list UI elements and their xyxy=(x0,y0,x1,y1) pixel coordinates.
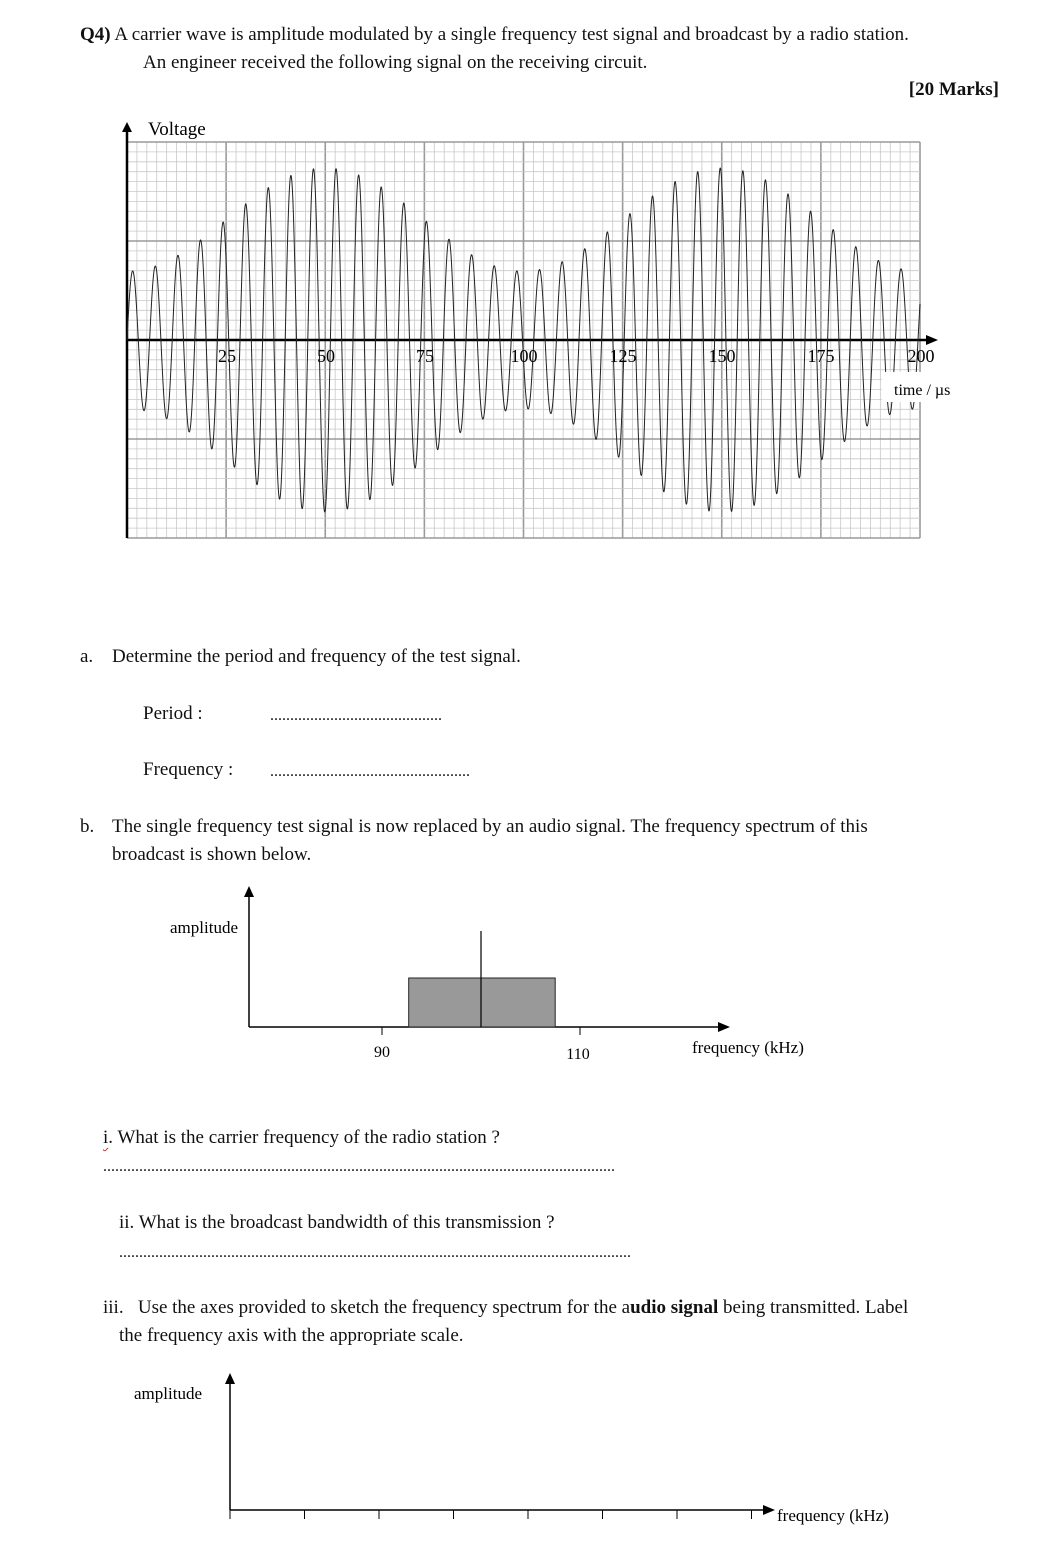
part-b-text-2: broadcast is shown below. xyxy=(112,844,312,865)
sub-iii-text-bold: udio signal xyxy=(630,1297,719,1318)
tick-label-200: 200 xyxy=(907,346,935,366)
sub-i-numeral: i xyxy=(103,1127,109,1148)
blank-amplitude-label: amplitude xyxy=(134,1384,202,1403)
sub-iii-line-2: the frequency axis with the appropriate scale. xyxy=(119,1325,464,1346)
question-text-1: A carrier wave is amplitude modulated by a single frequency test signal and broadcast by a radio station. xyxy=(114,24,909,45)
spectrum-amplitude-label: amplitude xyxy=(170,918,238,937)
part-b-text-1: The single frequency test signal is now replaced by an audio signal. The frequency spectrum of this xyxy=(112,816,868,837)
sub-ii-text: ii. What is the broadcast bandwidth of this transmission ? xyxy=(119,1212,555,1233)
question-number: Q4) xyxy=(80,24,111,45)
sub-iii-text-a: Use the axes provided to sketch the frequency spectrum for the a xyxy=(137,1297,631,1318)
sub-question-i xyxy=(103,1124,500,1152)
time-unit-label: time / µs xyxy=(894,382,951,399)
blank-x-arrow xyxy=(763,1505,775,1515)
spectrum-chart xyxy=(160,880,840,1080)
blank-y-arrow xyxy=(225,1373,235,1384)
sub-ii-answer-line[interactable]: ................................................................................................................................ xyxy=(119,1244,631,1261)
sub-i-text: . What is the carrier frequency of the radio station ? xyxy=(108,1127,500,1148)
blank-frequency-label: frequency (kHz) xyxy=(777,1506,889,1525)
sub-iii-numeral: iii. xyxy=(103,1297,124,1318)
x-axis-arrow xyxy=(926,335,938,345)
part-a-label: a. xyxy=(80,646,94,667)
sub-iii-text-b: being transmitted. Label xyxy=(718,1297,909,1318)
tick-label-25: 25 xyxy=(218,346,236,366)
y-axis-arrow xyxy=(122,122,132,132)
tick-label-50: 50 xyxy=(317,346,335,366)
frequency-answer-line[interactable]: .................................................. xyxy=(270,763,470,780)
period-label: Period : xyxy=(143,703,203,724)
sideband-block xyxy=(409,978,556,1027)
question-text-2: An engineer received the following signal on the receiving circuit. xyxy=(143,52,648,73)
question-line-1 xyxy=(80,21,909,49)
sub-iii-line-1 xyxy=(103,1294,908,1322)
part-b-label: b. xyxy=(80,816,95,837)
marks-label: [20 Marks] xyxy=(908,79,999,100)
part-a-text: Determine the period and frequency of the test signal. xyxy=(112,646,521,667)
spectrum-y-arrow xyxy=(244,886,254,897)
blank-spectrum-axes[interactable] xyxy=(120,1365,920,1535)
frequency-label: Frequency : xyxy=(143,759,234,780)
tick-label-110: 110 xyxy=(566,1046,590,1063)
tick-label-75: 75 xyxy=(416,346,434,366)
tick-label-150: 150 xyxy=(708,346,736,366)
voltage-label: Voltage xyxy=(148,119,206,140)
period-answer-line[interactable]: ........................................... xyxy=(270,707,442,724)
tick-label-100: 100 xyxy=(510,346,538,366)
tick-label-90: 90 xyxy=(374,1044,390,1061)
am-waveform-chart xyxy=(110,110,960,550)
blank-x-ticks xyxy=(230,1510,752,1519)
spectrum-x-arrow xyxy=(718,1022,730,1032)
tick-label-125: 125 xyxy=(609,346,637,366)
sub-i-answer-line[interactable]: ................................................................................................................................ xyxy=(103,1158,615,1175)
time-tick-labels xyxy=(218,346,935,366)
spectrum-frequency-label: frequency (kHz) xyxy=(692,1038,804,1057)
tick-label-175: 175 xyxy=(807,346,835,366)
